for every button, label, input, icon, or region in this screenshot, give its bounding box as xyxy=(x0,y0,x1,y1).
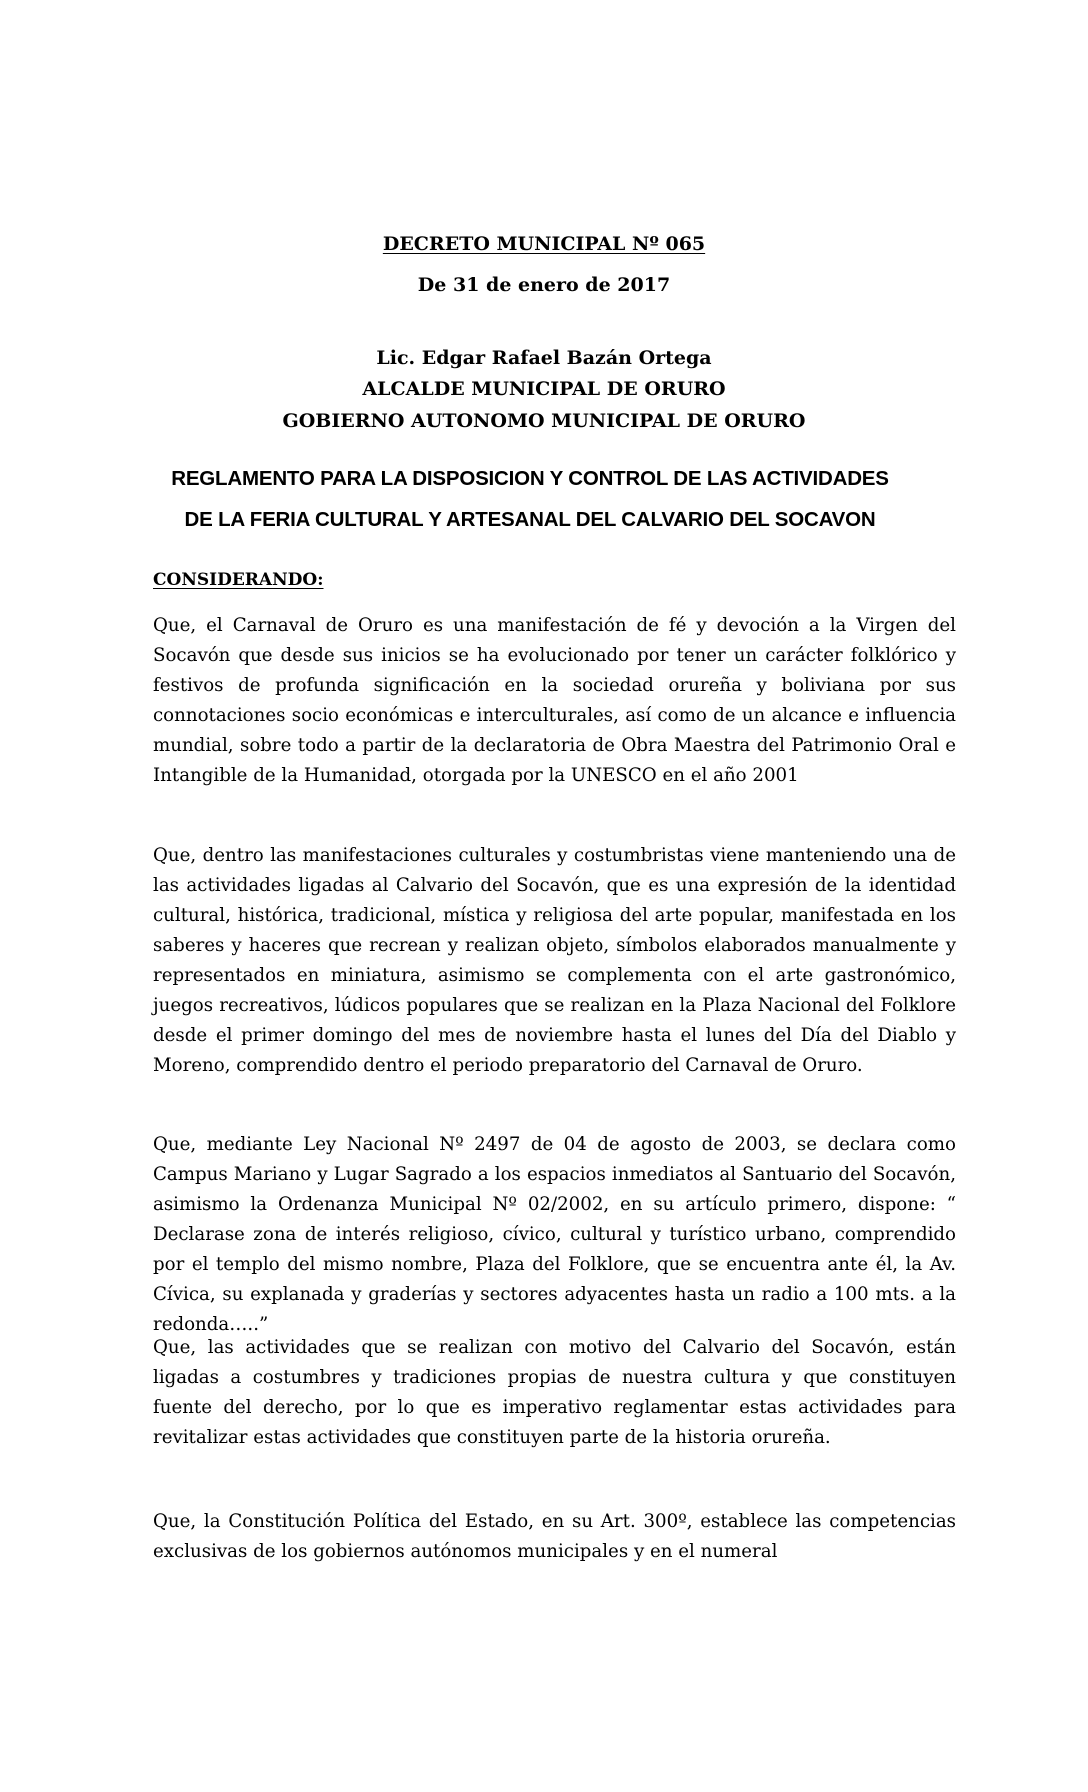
regulation-title-line-2: DE LA FERIA CULTURAL Y ARTESANAL DEL CALVARIO DEL SOCAVON xyxy=(184,508,876,531)
paragraph-3: Que, mediante Ley Nacional Nº 2497 de 04 de agosto de 2003, se declara como Campus Mariano y Lugar Sagrado a los espacios inmediatos al Santuario del Socavón, asimismo la Ordenanza Municipal Nº 02/2002, en su artículo primero, dispone: “ Declarase zona de interés religioso, cívico, cultural y turístico urbano, comprendido por el templo del mismo nombre, Plaza del Folklore, que se encuentra ante él, la Av. Cívica, su explanada y graderías y sectores adyacentes hasta un radio a 100 mts. a la redonda…..” xyxy=(153,1134,956,1335)
paragraph-4: Que, las actividades que se realizan con motivo del Calvario del Socavón, están ligadas a costumbres y tradiciones propias de nuestra cultura y que constituyen fuente del derecho, por lo que es imperativo reglamentar estas actividades para revitalizar estas actividades que constituyen parte de la historia orureña. xyxy=(153,1337,956,1448)
paragraph-1: Que, el Carnaval de Oruro es una manifestación de fé y devoción a la Virgen del Socavón que desde sus inicios se ha evolucionado por tener un carácter folklórico y festivos de profunda significación en la sociedad orureña y boliviana por sus connotaciones socio económicas e interculturales, así como de un alcance e influencia mundial, sobre todo a partir de la declaratoria de Obra Maestra del Patrimonio Oral e Intangible de la Humanidad, otorgada por la UNESCO en el año 2001 xyxy=(153,615,956,786)
decree-title: DECRETO MUNICIPAL Nº 065 xyxy=(382,233,706,255)
considerando-heading: CONSIDERANDO: xyxy=(153,570,324,590)
paragraph-5: Que, la Constitución Política del Estado, en su Art. 300º, establece las competencias exclusivas de los gobiernos autónomos municipales y en el numeral xyxy=(153,1511,956,1562)
regulation-title-line-1: REGLAMENTO PARA LA DISPOSICION Y CONTROL DE LAS ACTIVIDADES xyxy=(171,467,889,490)
signatory-office: ALCALDE MUNICIPAL DE ORURO xyxy=(362,378,726,400)
paragraph-2: Que, dentro las manifestaciones culturales y costumbristas viene manteniendo una de las actividades ligadas al Calvario del Socavón, que es una expresión de la identidad cultural, histórica, tradicional, mística y religiosa del arte popular, manifestada en los saberes y haceres que recrean y realizan objeto, símbolos elaborados manualmente y representados en miniatura, asimismo se complementa con el arte gastronómico, juegos recreativos, lúdicos populares que se realizan en la Plaza Nacional del Folklore desde el primer domingo del mes de noviembre hasta el lunes del Día del Diablo y Moreno, comprendido dentro el periodo preparatorio del Carnaval de Oruro. xyxy=(153,845,956,1076)
signatory-name: Lic. Edgar Rafael Bazán Ortega xyxy=(376,347,712,369)
decree-date: De 31 de enero de 2017 xyxy=(417,274,671,296)
government-name: GOBIERNO AUTONOMO MUNICIPAL DE ORURO xyxy=(282,410,806,432)
